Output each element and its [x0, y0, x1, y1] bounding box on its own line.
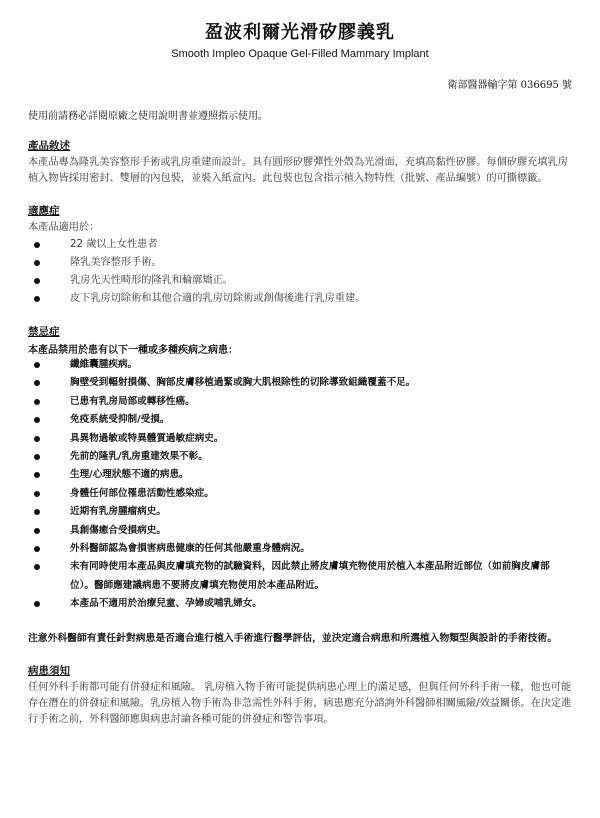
- bullet-icon: [34, 528, 40, 534]
- bullet-icon: [34, 278, 40, 284]
- bullet-icon: [34, 260, 40, 266]
- list-item: 乳房先天性畸形的隆乳和輪廓矯正。: [28, 272, 572, 290]
- description-text: 本產品專為隆乳美容整形手術或乳房重建而設計。具有圓形矽膠彈性外殼為光滑面，充填高黏性矽膠。每個矽膠充填乳房植入物皆採用密封、雙層的內包裝，並裝入紙盒內。此包裝也包含指示植入物特性（批號、產品編號）的可撕標籤。: [28, 157, 568, 184]
- bullet-icon: [34, 436, 40, 442]
- bullet-icon: [34, 454, 40, 460]
- document-title: 盈波利爾光滑矽膠義乳: [205, 22, 395, 43]
- list-item: 已患有乳房局部或轉移性癌。: [28, 393, 572, 411]
- contraindications-lead: 本產品禁用於患有以下一種或多種疾病之病患：: [28, 345, 238, 356]
- description-heading: 產品敘述: [28, 140, 70, 152]
- bullet-icon: [34, 601, 40, 607]
- permit-number: 衛部醫器輸字第 036695 號: [447, 80, 572, 91]
- indications-section: [28, 203, 572, 308]
- list-item: 免疫系統受抑制/受損。: [28, 411, 572, 429]
- indications-list: [28, 236, 572, 308]
- list-item: 皮下乳房切除術和其他合適的乳房切除術或創傷後進行乳房重建。: [28, 290, 572, 308]
- document-subtitle: Smooth Impleo Opaque Gel-Filled Mammary Implant: [171, 48, 429, 60]
- bullet-icon: [34, 362, 40, 368]
- patient-info-section: [28, 663, 572, 728]
- bullet-icon: [34, 546, 40, 552]
- bullet-icon: [34, 491, 40, 497]
- bullet-icon: [34, 509, 40, 515]
- contraindications-list: [28, 356, 572, 614]
- surgeon-note: 注意外科醫師有責任針對病患是否適合進行植入手術進行醫學評估，並決定適合病患和所選植入物類型與設計的手術技術。: [28, 632, 558, 644]
- list-item: 未有同時使用本產品與皮膚填充物的試驗資料，因此禁止將皮膚填充物使用於植入本產品附近部位（如前胸皮膚部位）。醫師應建議病患不要將皮膚填充物使用於本產品附近。: [28, 558, 572, 595]
- patient-info-heading: 病患須知: [28, 664, 70, 677]
- list-item: 胸壁受到輻射損傷、胸部皮膚移植過緊或胸大肌根除性的切除導致組織覆蓋不足。: [28, 374, 572, 392]
- contraindications-section: [28, 324, 572, 614]
- bullet-icon: [34, 380, 40, 386]
- list-item: 身體任何部位罹患活動性感染症。: [28, 485, 572, 503]
- patient-info-text: 任何外科手術都可能有併發症和風險。 乳房植入物手術可能提供病患心理上的滿足感，但與任何外科手術一樣，他也可能存在潛在的併發症和風險。乳房植入物手術為非急需性外科手術，病患應充分諮詢外科醫師相關風險/效益關係。在決定進行手術之前，外科醫師應與病患討論各種可能的併發症和警告事項。: [28, 681, 572, 725]
- bullet-icon: [34, 296, 40, 302]
- list-item: 外科醫師認為會損害病患健康的任何其他嚴重身體病況。: [28, 540, 572, 558]
- list-item: 具異物過敏或特異體質過敏症病史。: [28, 430, 572, 448]
- bullet-icon: [34, 399, 40, 405]
- bullet-icon: [34, 472, 40, 478]
- document-page: [0, 18, 600, 818]
- bullet-icon: [34, 417, 40, 423]
- indications-heading: 適應症: [28, 205, 60, 217]
- list-item: 隆乳美容整形手術。: [28, 254, 572, 272]
- list-item: 先前的隆乳/乳房重建效果不彰。: [28, 448, 572, 466]
- list-item: 本產品不適用於治療兒童、孕婦或哺乳婦女。: [28, 595, 572, 613]
- list-item: 近期有乳房腫瘤病史。: [28, 503, 572, 521]
- bullet-icon: [34, 242, 40, 248]
- list-item: 纖維囊腫疾病。: [28, 356, 572, 374]
- list-item: 具創傷癒合受損病史。: [28, 522, 572, 540]
- contraindications-heading: 禁忌症: [28, 326, 60, 338]
- description-section: [28, 138, 572, 187]
- list-item: 生理/心理狀態不適的病患。: [28, 466, 572, 484]
- indications-lead: 本產品適用於：: [28, 222, 100, 233]
- list-item: 22 歲以上女性患者: [28, 236, 572, 254]
- bullet-icon: [34, 564, 40, 570]
- intro-instruction: 使用前請務必詳閱原廠之使用說明書並遵照指示使用。: [28, 111, 268, 122]
